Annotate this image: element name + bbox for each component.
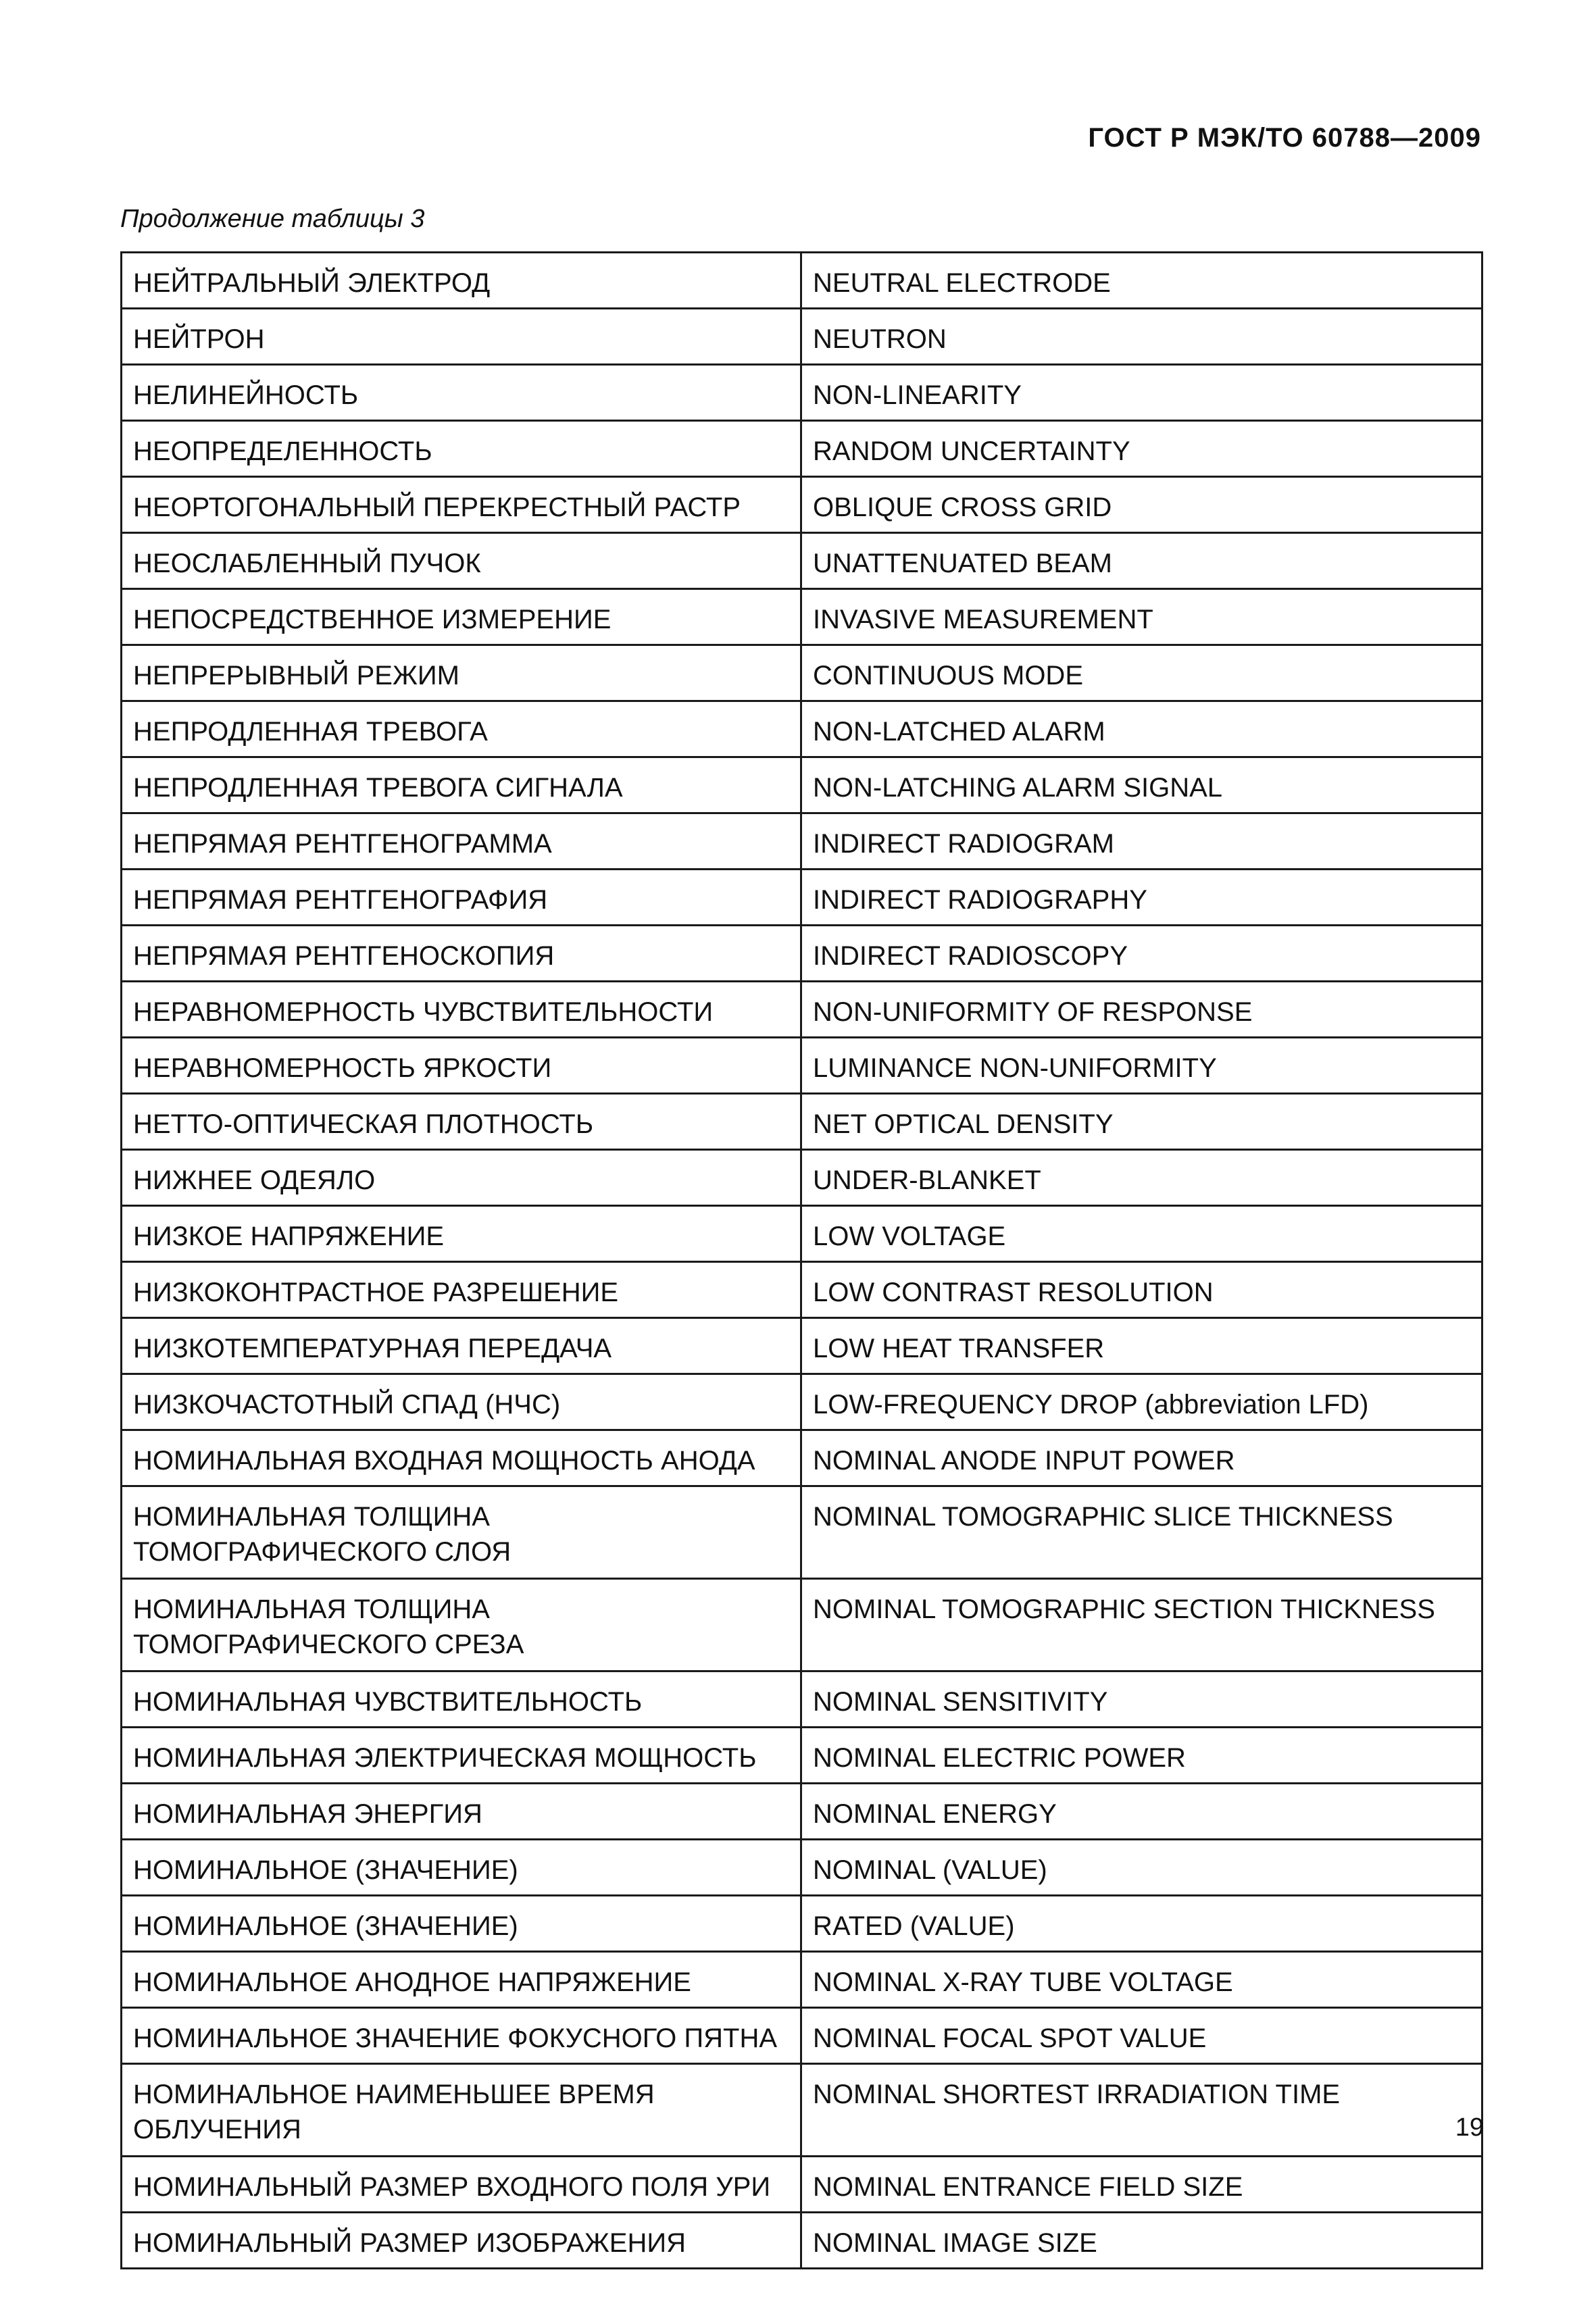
table-row bbox=[122, 1318, 1482, 1374]
standard-code-header: ГОСТ Р МЭК/ТО 60788—2009 bbox=[1088, 123, 1481, 153]
english-term-cell: NOMINAL ENTRANCE FIELD SIZE bbox=[801, 2157, 1482, 2213]
terms-table bbox=[120, 251, 1483, 2269]
russian-term-cell: НЕПРОДЛЕННАЯ ТРЕВОГА СИГНАЛА bbox=[122, 757, 801, 813]
english-term-cell: OBLIQUE CROSS GRID bbox=[801, 477, 1482, 533]
table-row bbox=[122, 589, 1482, 645]
english-term-cell: NOMINAL ELECTRIC POWER bbox=[801, 1728, 1482, 1784]
russian-term-cell: НЕРАВНОМЕРНОСТЬ ЯРКОСТИ bbox=[122, 1038, 801, 1094]
table-row bbox=[122, 926, 1482, 982]
russian-term-cell: НОМИНАЛЬНОЕ (ЗНАЧЕНИЕ) bbox=[122, 1840, 801, 1896]
russian-term-cell: НИЖНЕЕ ОДЕЯЛО bbox=[122, 1150, 801, 1206]
russian-term-cell: НОМИНАЛЬНАЯ ТОЛЩИНА ТОМОГРАФИЧЕСКОГО СЛОЯ bbox=[122, 1486, 801, 1579]
russian-term-cell: НОМИНАЛЬНАЯ ТОЛЩИНА ТОМОГРАФИЧЕСКОГО СРЕЗА bbox=[122, 1579, 801, 1671]
terms-table-body bbox=[122, 253, 1482, 2269]
table-row bbox=[122, 477, 1482, 533]
english-term-cell: NON-LATCHED ALARM bbox=[801, 701, 1482, 757]
english-term-cell: NOMINAL TOMOGRAPHIC SECTION THICKNESS bbox=[801, 1579, 1482, 1671]
english-term-cell: RATED (VALUE) bbox=[801, 1896, 1482, 1952]
page-number: 19 bbox=[1455, 2113, 1484, 2142]
table-row bbox=[122, 1840, 1482, 1896]
english-term-cell: NOMINAL IMAGE SIZE bbox=[801, 2213, 1482, 2269]
russian-term-cell: НОМИНАЛЬНАЯ ЧУВСТВИТЕЛЬНОСТЬ bbox=[122, 1671, 801, 1728]
table-row bbox=[122, 870, 1482, 926]
table-row bbox=[122, 365, 1482, 421]
russian-term-cell: НОМИНАЛЬНАЯ ЭНЕРГИЯ bbox=[122, 1784, 801, 1840]
russian-term-cell: НОМИНАЛЬНОЕ (ЗНАЧЕНИЕ) bbox=[122, 1896, 801, 1952]
russian-term-cell: НИЗКОЧАСТОТНЫЙ СПАД (НЧС) bbox=[122, 1374, 801, 1430]
table-row bbox=[122, 1430, 1482, 1486]
russian-term-cell: НЕЙТРОН bbox=[122, 309, 801, 365]
table-row bbox=[122, 2213, 1482, 2269]
russian-term-cell: НОМИНАЛЬНОЕ НАИМЕНЬШЕЕ ВРЕМЯ ОБЛУЧЕНИЯ bbox=[122, 2064, 801, 2157]
english-term-cell: NOMINAL ANODE INPUT POWER bbox=[801, 1430, 1482, 1486]
english-term-cell: NOMINAL TOMOGRAPHIC SLICE THICKNESS bbox=[801, 1486, 1482, 1579]
russian-term-cell: НЕОПРЕДЕЛЕННОСТЬ bbox=[122, 421, 801, 477]
english-term-cell: NOMINAL SENSITIVITY bbox=[801, 1671, 1482, 1728]
table-row bbox=[122, 253, 1482, 309]
english-term-cell: NOMINAL FOCAL SPOT VALUE bbox=[801, 2008, 1482, 2064]
russian-term-cell: НЕПРЕРЫВНЫЙ РЕЖИМ bbox=[122, 645, 801, 701]
table-row bbox=[122, 1486, 1482, 1579]
english-term-cell: NOMINAL X-RAY TUBE VOLTAGE bbox=[801, 1952, 1482, 2008]
table-continuation-label: Продолжение таблицы 3 bbox=[120, 205, 425, 233]
table-row bbox=[122, 1150, 1482, 1206]
russian-term-cell: НЕПРОДЛЕННАЯ ТРЕВОГА bbox=[122, 701, 801, 757]
english-term-cell: NON-UNIFORMITY OF RESPONSE bbox=[801, 982, 1482, 1038]
table-row bbox=[122, 2157, 1482, 2213]
english-term-cell: INDIRECT RADIOGRAPHY bbox=[801, 870, 1482, 926]
english-term-cell: LOW VOLTAGE bbox=[801, 1206, 1482, 1262]
table-row bbox=[122, 1671, 1482, 1728]
table-row bbox=[122, 2064, 1482, 2157]
table-row bbox=[122, 1262, 1482, 1318]
table-row bbox=[122, 757, 1482, 813]
russian-term-cell: НОМИНАЛЬНЫЙ РАЗМЕР ВХОДНОГО ПОЛЯ УРИ bbox=[122, 2157, 801, 2213]
table-row bbox=[122, 2008, 1482, 2064]
russian-term-cell: НЕПРЯМАЯ РЕНТГЕНОГРАММА bbox=[122, 813, 801, 870]
english-term-cell: UNDER-BLANKET bbox=[801, 1150, 1482, 1206]
russian-term-cell: НОМИНАЛЬНОЕ АНОДНОЕ НАПРЯЖЕНИЕ bbox=[122, 1952, 801, 2008]
russian-term-cell: НИЗКОКОНТРАСТНОЕ РАЗРЕШЕНИЕ bbox=[122, 1262, 801, 1318]
english-term-cell: NON-LATCHING ALARM SIGNAL bbox=[801, 757, 1482, 813]
english-term-cell: NET OPTICAL DENSITY bbox=[801, 1094, 1482, 1150]
table-row bbox=[122, 1374, 1482, 1430]
table-row bbox=[122, 1038, 1482, 1094]
english-term-cell: CONTINUOUS MODE bbox=[801, 645, 1482, 701]
table-row bbox=[122, 1728, 1482, 1784]
english-term-cell: INDIRECT RADIOGRAM bbox=[801, 813, 1482, 870]
russian-term-cell: НЕОРТОГОНАЛЬНЫЙ ПЕРЕКРЕСТНЫЙ РАСТР bbox=[122, 477, 801, 533]
english-term-cell: INDIRECT RADIOSCOPY bbox=[801, 926, 1482, 982]
russian-term-cell: НОМИНАЛЬНАЯ ВХОДНАЯ МОЩНОСТЬ АНОДА bbox=[122, 1430, 801, 1486]
english-term-cell: LOW-FREQUENCY DROP (abbreviation LFD) bbox=[801, 1374, 1482, 1430]
table-row bbox=[122, 1896, 1482, 1952]
english-term-cell: NOMINAL (VALUE) bbox=[801, 1840, 1482, 1896]
russian-term-cell: НОМИНАЛЬНОЕ ЗНАЧЕНИЕ ФОКУСНОГО ПЯТНА bbox=[122, 2008, 801, 2064]
english-term-cell: NON-LINEARITY bbox=[801, 365, 1482, 421]
russian-term-cell: НОМИНАЛЬНАЯ ЭЛЕКТРИЧЕСКАЯ МОЩНОСТЬ bbox=[122, 1728, 801, 1784]
russian-term-cell: НЕРАВНОМЕРНОСТЬ ЧУВСТВИТЕЛЬНОСТИ bbox=[122, 982, 801, 1038]
english-term-cell: NOMINAL SHORTEST IRRADIATION TIME bbox=[801, 2064, 1482, 2157]
english-term-cell: NOMINAL ENERGY bbox=[801, 1784, 1482, 1840]
table-row bbox=[122, 1784, 1482, 1840]
table-row bbox=[122, 701, 1482, 757]
russian-term-cell: НЕОСЛАБЛЕННЫЙ ПУЧОК bbox=[122, 533, 801, 589]
russian-term-cell: НЕПРЯМАЯ РЕНТГЕНОСКОПИЯ bbox=[122, 926, 801, 982]
english-term-cell: NEUTRAL ELECTRODE bbox=[801, 253, 1482, 309]
russian-term-cell: НИЗКОЕ НАПРЯЖЕНИЕ bbox=[122, 1206, 801, 1262]
table-row bbox=[122, 1206, 1482, 1262]
russian-term-cell: НЕЙТРАЛЬНЫЙ ЭЛЕКТРОД bbox=[122, 253, 801, 309]
english-term-cell: LOW CONTRAST RESOLUTION bbox=[801, 1262, 1482, 1318]
russian-term-cell: НЕЛИНЕЙНОСТЬ bbox=[122, 365, 801, 421]
russian-term-cell: НИЗКОТЕМПЕРАТУРНАЯ ПЕРЕДАЧА bbox=[122, 1318, 801, 1374]
table-row bbox=[122, 1952, 1482, 2008]
english-term-cell: RANDOM UNCERTAINTY bbox=[801, 421, 1482, 477]
table-row bbox=[122, 309, 1482, 365]
english-term-cell: INVASIVE MEASUREMENT bbox=[801, 589, 1482, 645]
table-row bbox=[122, 533, 1482, 589]
table-row bbox=[122, 813, 1482, 870]
english-term-cell: UNATTENUATED BEAM bbox=[801, 533, 1482, 589]
english-term-cell: NEUTRON bbox=[801, 309, 1482, 365]
table-row bbox=[122, 421, 1482, 477]
table-row bbox=[122, 1094, 1482, 1150]
russian-term-cell: НЕТТО-ОПТИЧЕСКАЯ ПЛОТНОСТЬ bbox=[122, 1094, 801, 1150]
russian-term-cell: НЕПОСРЕДСТВЕННОЕ ИЗМЕРЕНИЕ bbox=[122, 589, 801, 645]
russian-term-cell: НЕПРЯМАЯ РЕНТГЕНОГРАФИЯ bbox=[122, 870, 801, 926]
table-row bbox=[122, 982, 1482, 1038]
russian-term-cell: НОМИНАЛЬНЫЙ РАЗМЕР ИЗОБРАЖЕНИЯ bbox=[122, 2213, 801, 2269]
table-row bbox=[122, 645, 1482, 701]
table-row bbox=[122, 1579, 1482, 1671]
english-term-cell: LOW HEAT TRANSFER bbox=[801, 1318, 1482, 1374]
english-term-cell: LUMINANCE NON-UNIFORMITY bbox=[801, 1038, 1482, 1094]
